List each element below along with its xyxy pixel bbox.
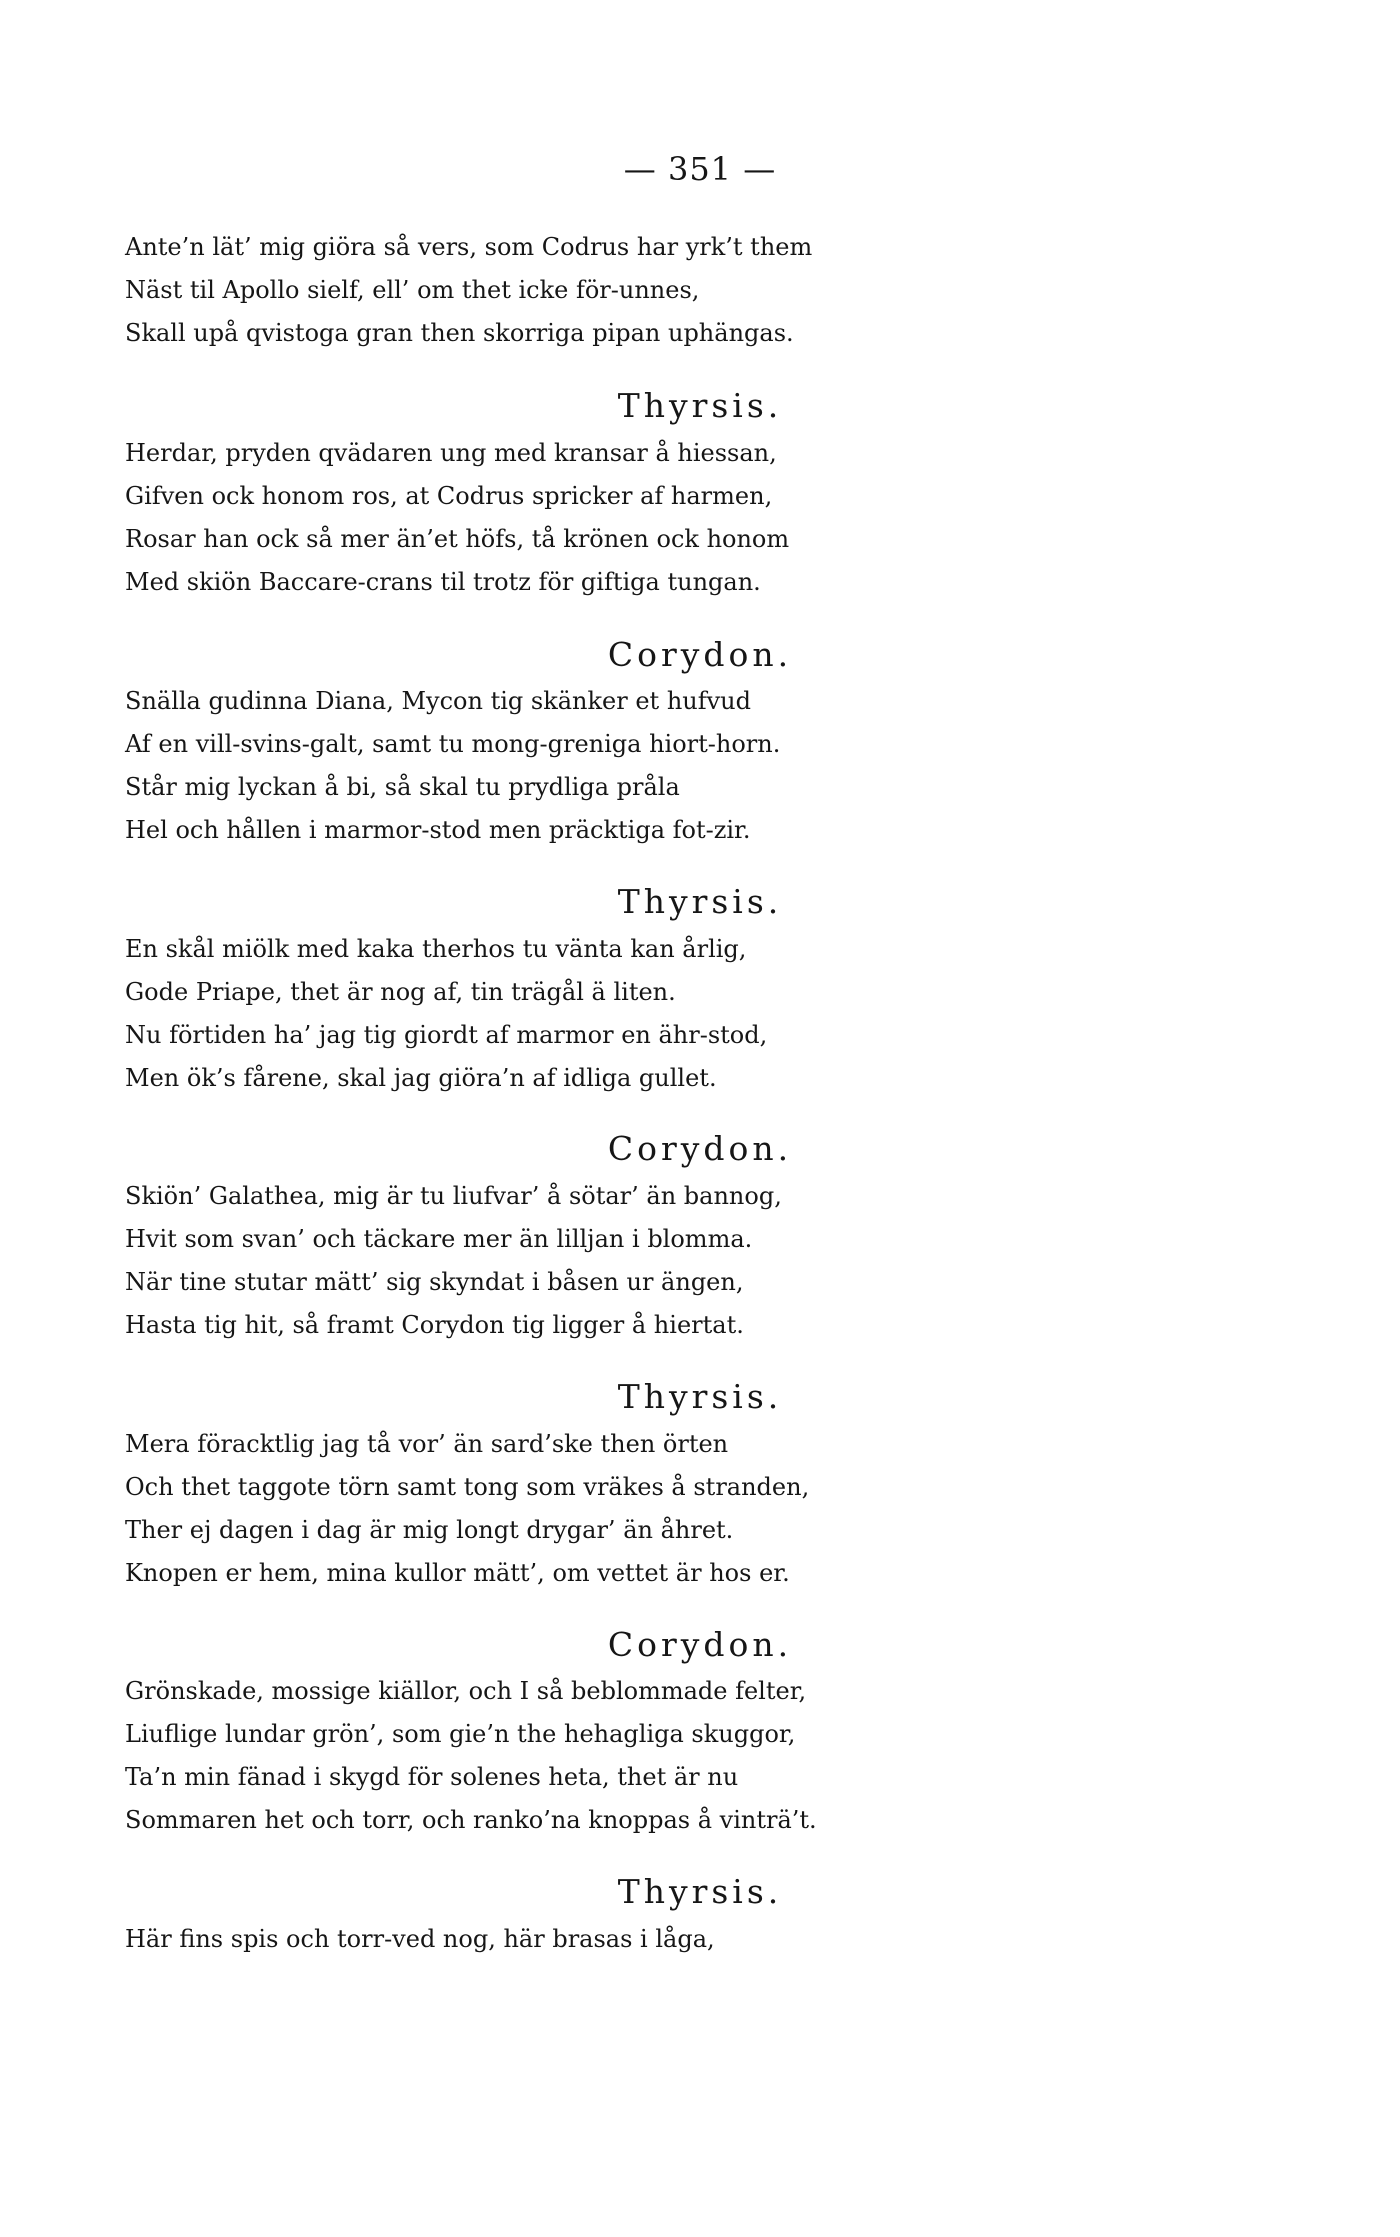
verse-line: Rosar han ock så mer än’et höfs, tå krönen ock honom (125, 525, 790, 553)
verse-line: Ante’n lät’ mig giöra så vers, som Codrus har yrk’t them (125, 233, 813, 261)
verse-line: Nu förtiden ha’ jag tig giordt af marmor en ähr-stod, (125, 1021, 768, 1049)
stanza (125, 1918, 1325, 1961)
verse-line: Skall upå qvistoga gran then skorriga pipan uphängas. (125, 319, 794, 347)
speaker-heading: Corydon. (607, 1129, 793, 1168)
verse-line: Mera föracktlig jag tå vor’ än sard’ske then örten (125, 1430, 729, 1458)
speaker-heading: Thyrsis. (617, 1872, 783, 1911)
speaker-heading: Corydon. (607, 635, 793, 674)
verse-line: När tine stutar mätt’ sig skyndat i båsen ur ängen, (125, 1268, 744, 1296)
page-number: — 351 — (623, 150, 777, 188)
verse-line: Grönskade, mossige kiällor, och I så beblommade felter, (125, 1677, 807, 1705)
stanza (125, 1423, 1325, 1595)
verse-line: Här fins spis och torr-ved nog, här brasas i låga, (125, 1925, 715, 1953)
verse-line: Ta’n min fänad i skygd för solenes heta, thet är nu (125, 1763, 739, 1791)
verse-line: Liuflige lundar grön’, som gie’n the hehagliga skuggor, (125, 1720, 796, 1748)
stanza (125, 432, 1325, 604)
verse-line: Skiön’ Galathea, mig är tu liufvar’ å sötar’ än bannog, (125, 1182, 782, 1210)
speaker-heading: Thyrsis. (617, 882, 783, 921)
stanza (125, 226, 1325, 355)
verse-line: Hasta tig hit, så framt Corydon tig ligger å hiertat. (125, 1311, 744, 1339)
verse-line: Af en vill-svins-galt, samt tu mong-greniga hiort-horn. (125, 730, 781, 758)
verse-line: Snälla gudinna Diana, Mycon tig skänker et hufvud (125, 687, 752, 715)
verse-line: Och thet taggote törn samt tong som vräkes å stranden, (125, 1473, 810, 1501)
speaker-heading: Thyrsis. (617, 386, 783, 425)
stanza (125, 1175, 1325, 1347)
verse-line: Med skiön Baccare-crans til trotz för giftiga tungan. (125, 568, 761, 596)
verse-line: Sommaren het och torr, och ranko’na knoppas å vinträ’t. (125, 1806, 817, 1834)
verse-line: Herdar, pryden qvädaren ung med kransar å hiessan, (125, 439, 777, 467)
stanza (125, 1670, 1325, 1842)
stanza (125, 680, 1325, 852)
verse-line: Knopen er hem, mina kullor mätt’, om vettet är hos er. (125, 1559, 790, 1587)
verse-line: Står mig lyckan å bi, så skal tu prydliga pråla (125, 773, 680, 801)
verse-line: En skål miölk med kaka therhos tu vänta kan årlig, (125, 935, 747, 963)
verse-line: Ther ej dagen i dag är mig longt drygar’ än åhret. (125, 1516, 734, 1544)
speaker-heading: Corydon. (607, 1625, 793, 1664)
verse-line: Näst til Apollo sielf, ell’ om thet icke för-unnes, (125, 276, 700, 304)
verse-line: Gifven ock honom ros, at Codrus spricker af harmen, (125, 482, 773, 510)
verse-line: Men ök’s fårene, skal jag giöra’n af idliga gullet. (125, 1064, 717, 1092)
verse-line: Hel och hållen i marmor-stod men präcktiga fot-zir. (125, 816, 751, 844)
speaker-heading: Thyrsis. (617, 1377, 783, 1416)
verse-line: Gode Priape, thet är nog af, tin trägål ä liten. (125, 978, 676, 1006)
stanza (125, 928, 1325, 1100)
verse-line: Hvit som svan’ och täckare mer än lilljan i blomma. (125, 1225, 753, 1253)
